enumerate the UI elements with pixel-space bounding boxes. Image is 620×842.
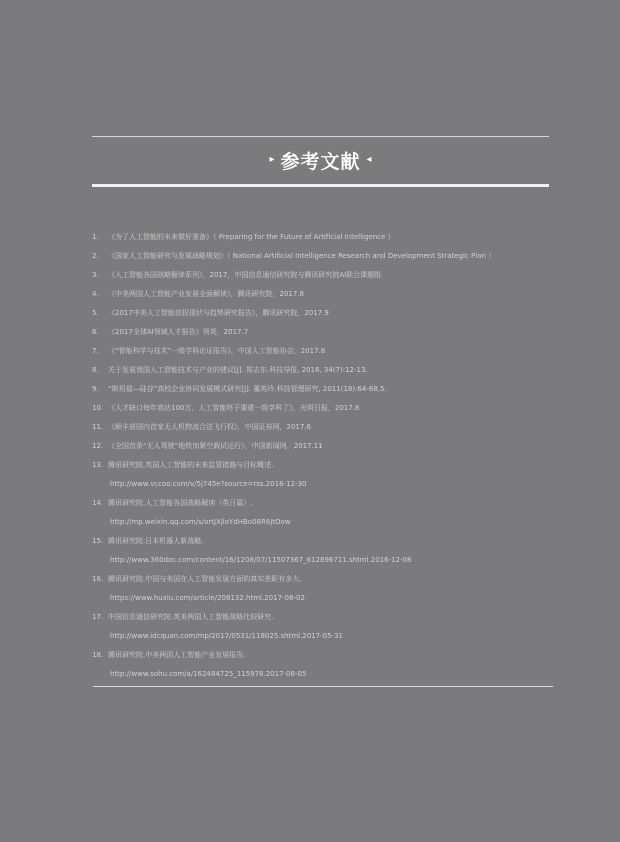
section-title: 参考文献 bbox=[280, 150, 361, 173]
reference-item bbox=[92, 418, 562, 437]
reference-item bbox=[92, 532, 562, 570]
reference-number: 11. bbox=[92, 423, 104, 431]
reference-item bbox=[92, 608, 562, 646]
reference-text: 腾讯研究院.英国人工智能的未来监管措施与目标概述. bbox=[108, 461, 274, 469]
reference-number: 3. bbox=[92, 271, 99, 279]
reference-text: 关于发展我国人工智能技术与产业的建议[J]. 郑志东.科技导报, 2016, 34(7):12-13. bbox=[108, 366, 368, 374]
triangle-left-icon: ◂ bbox=[366, 154, 372, 165]
reference-item bbox=[92, 342, 562, 361]
reference-number: 18. bbox=[92, 651, 104, 659]
reference-number: 15. bbox=[92, 537, 104, 545]
reference-item bbox=[92, 437, 562, 456]
reference-url: http://www.vccoo.com/v/5j745e?source=rss.2016-12-30 bbox=[110, 480, 307, 488]
reference-item bbox=[92, 285, 562, 304]
reference-text: 中国信息通信研究院.英美两国人工智能战略比较研究. bbox=[108, 613, 274, 621]
reference-url: https://www.huxiu.com/article/208132.html.2017-08-02 bbox=[110, 594, 305, 602]
reference-url: http://mp.weixin.qq.com/s/ortJXjloYdHBo08R6jtOow bbox=[110, 518, 291, 526]
reference-number: 16. bbox=[92, 575, 104, 583]
reference-url: http://www.360doc.com/content/16/1208/07/11507367_612896711.shtml.2016-12-08 bbox=[110, 556, 412, 564]
reference-item bbox=[92, 304, 562, 323]
heading-underline bbox=[92, 184, 549, 187]
reference-text: 《人工智能各国战略解读系列》，2017，中国信息通信研究院与腾讯研究院AI联合课题组 bbox=[108, 271, 382, 279]
triangle-right-icon: ▸ bbox=[269, 154, 275, 165]
top-divider bbox=[92, 136, 549, 137]
reference-item bbox=[92, 266, 562, 285]
reference-number: 8. bbox=[92, 366, 99, 374]
reference-text: 《人才缺口每年高达100万，人工智能终于要建一级学科了》，光明日报，2017.8 bbox=[108, 404, 360, 412]
reference-item bbox=[92, 399, 562, 418]
reference-text: 《“智能科学与技术”一级学科论证报告》，中国人工智能协会，2017.8 bbox=[108, 347, 326, 355]
reference-text: 《全国首条“无人驾驶”地铁加紧空载试运行》，中国新闻网，2017.11 bbox=[108, 442, 323, 450]
reference-number: 1. bbox=[92, 233, 99, 241]
section-heading bbox=[92, 146, 549, 174]
reference-text: 《2017中美人工智能创投现状与趋势研究报告》，腾讯研究院，2017.9 bbox=[108, 309, 329, 317]
reference-number: 5. bbox=[92, 309, 99, 317]
reference-list bbox=[92, 228, 562, 684]
reference-text: 《国家人工智能研究与发展战略规划》（ National Artificial Intelligence Research and Development Strategic Plan ） bbox=[108, 252, 496, 260]
reference-text: 《顺丰获国内首家无人机物流合法飞行权》，中国证券网，2017.6 bbox=[108, 423, 311, 431]
reference-item bbox=[92, 380, 562, 399]
reference-number: 6. bbox=[92, 328, 99, 336]
reference-number: 4. bbox=[92, 290, 99, 298]
reference-text: 腾讯研究院.日本机器人新战略. bbox=[108, 537, 204, 545]
reference-item bbox=[92, 323, 562, 342]
reference-item bbox=[92, 247, 562, 266]
reference-text: 《2017全球AI领域人才报告》领英，2017.7 bbox=[108, 328, 249, 336]
reference-text: “斯坦福—硅谷”高校企业协同发展模式研究[J]. 董英玲.科技管理研究, 2011(18):64-68,5. bbox=[108, 385, 387, 393]
reference-number: 2. bbox=[92, 252, 99, 260]
bottom-divider bbox=[93, 686, 553, 687]
reference-number: 17. bbox=[92, 613, 104, 621]
reference-url: http://www.idcquan.com/mp/2017/0531/118025.shtml.2017-05-31 bbox=[110, 632, 343, 640]
reference-item bbox=[92, 456, 562, 494]
reference-url: http://www.sohu.com/a/162484725_115978.2017-08-05 bbox=[110, 670, 307, 678]
reference-number: 14. bbox=[92, 499, 104, 507]
reference-item bbox=[92, 361, 562, 380]
reference-text: 腾讯研究院.中美两国人工智能产业发展报告. bbox=[108, 651, 246, 659]
reference-number: 13. bbox=[92, 461, 104, 469]
reference-number: 7. bbox=[92, 347, 99, 355]
reference-item bbox=[92, 646, 562, 684]
reference-item bbox=[92, 228, 562, 247]
reference-text: 《为了人工智能的未来做好准备》（ Preparing for the Future of Artificial Intelligence ） bbox=[108, 233, 395, 241]
reference-item bbox=[92, 570, 562, 608]
reference-number: 12. bbox=[92, 442, 104, 450]
reference-number: 10. bbox=[92, 404, 104, 412]
reference-item bbox=[92, 494, 562, 532]
reference-text: 腾讯研究院.中国与美国在人工智能发展方面的真实差距有多大. bbox=[108, 575, 302, 583]
reference-text: 《中美两国人工智能产业发展全面解读》，腾讯研究院，2017.8 bbox=[108, 290, 304, 298]
reference-number: 9. bbox=[92, 385, 99, 393]
reference-text: 腾讯研究院.人工智能各国战略解读（英日篇）. bbox=[108, 499, 253, 507]
